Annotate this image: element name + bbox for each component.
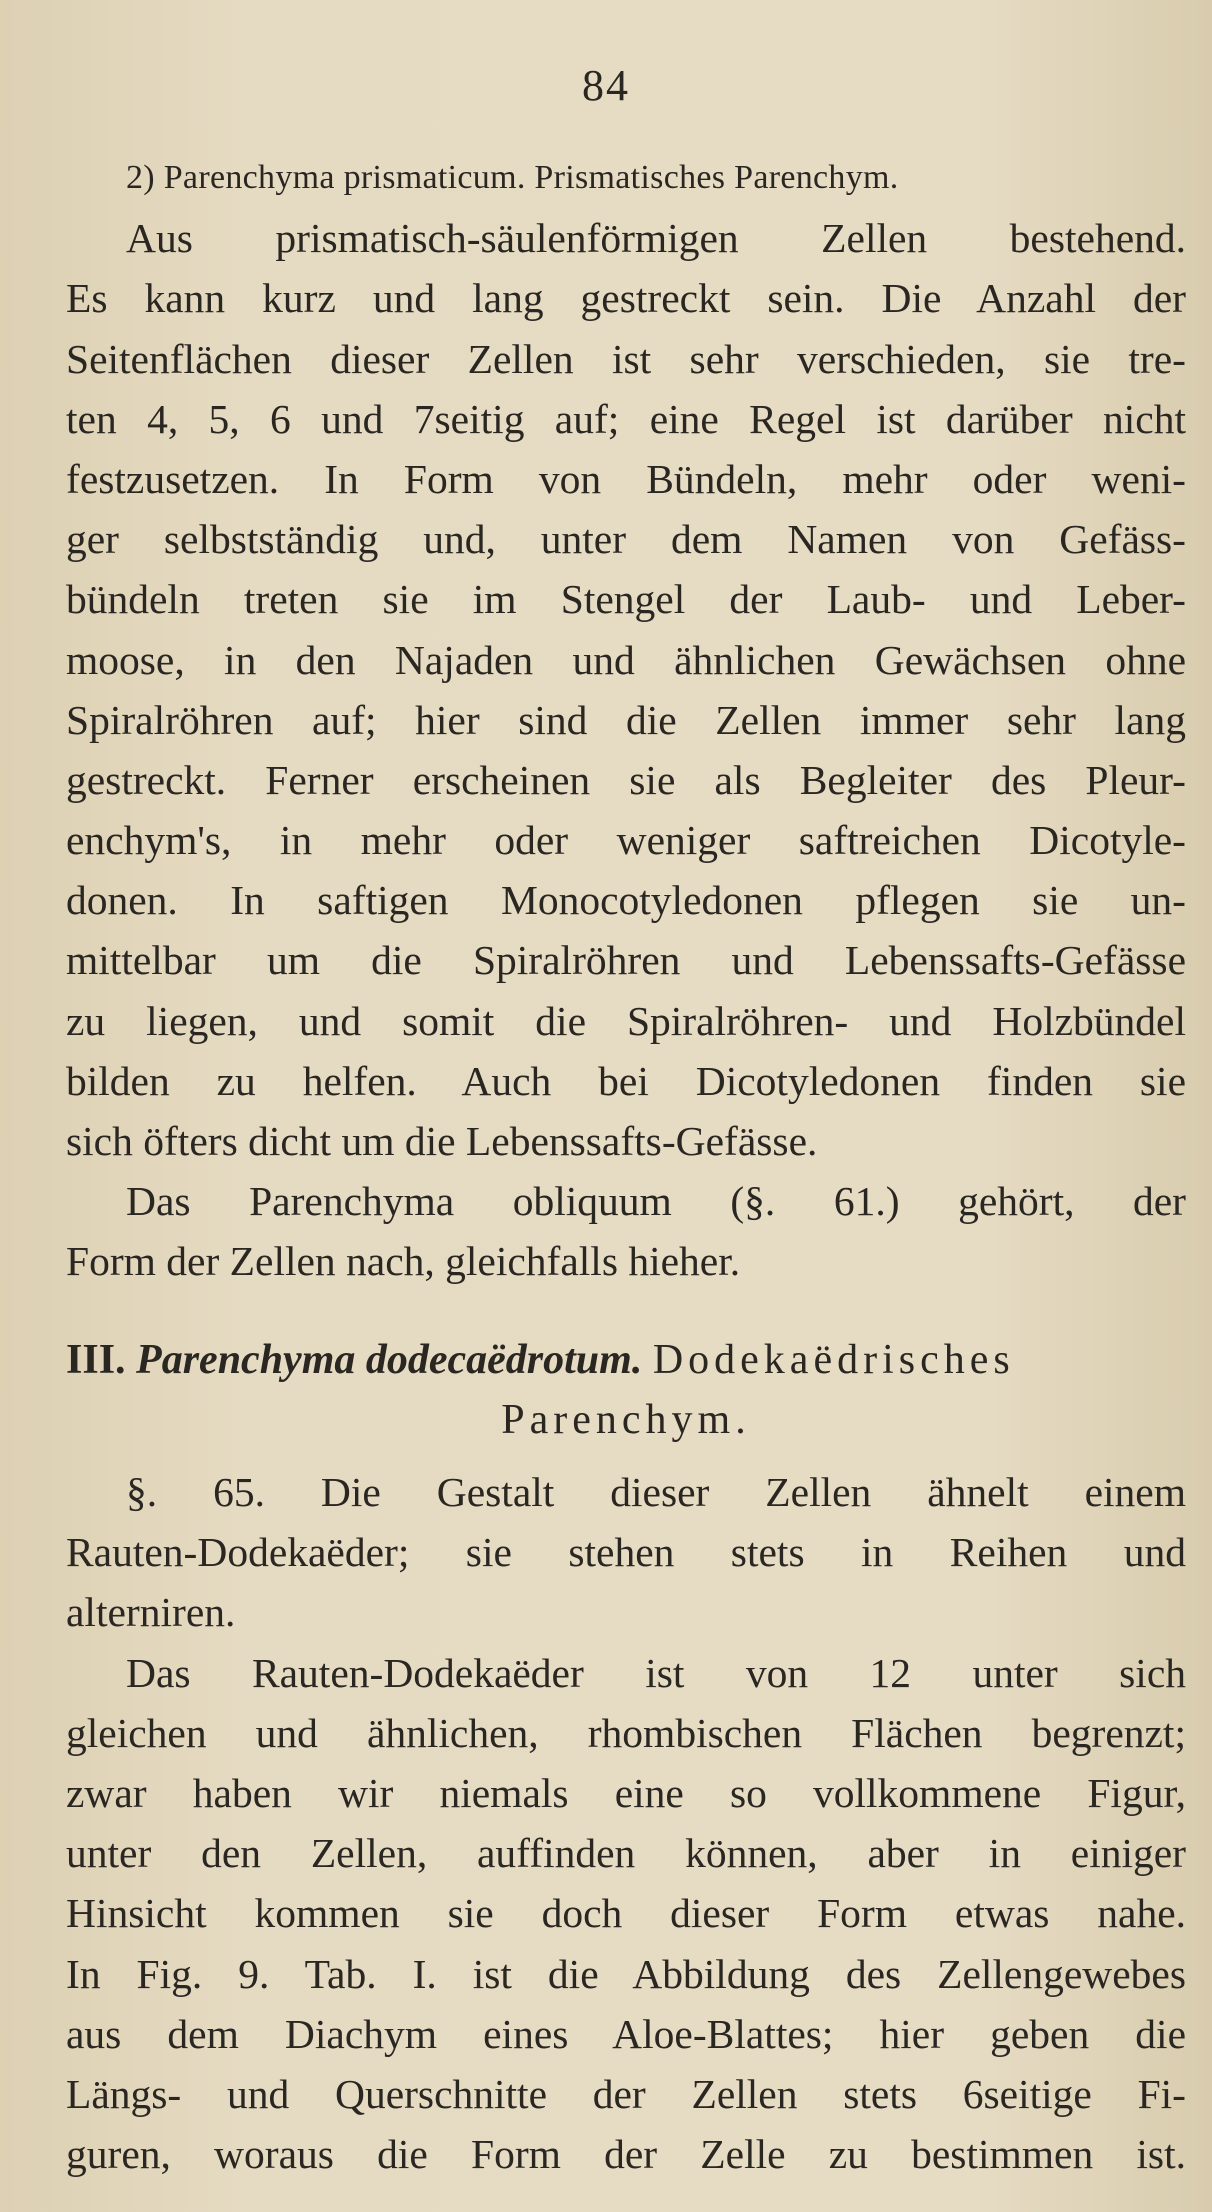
section-dodecahedral-body bbox=[66, 1462, 1186, 2184]
text-line: In Fig. 9. Tab. I. ist die Abbildung des Zellengewebes bbox=[66, 1950, 1186, 1997]
section-heading-dodecahedral bbox=[66, 1330, 1186, 1450]
text-line: unter den Zellen, auffinden können, aber in einiger bbox=[66, 1830, 1186, 1877]
text-line: Aus prismatisch-säulenförmigen Zellen bestehend. bbox=[126, 215, 1186, 262]
page-number: 84 bbox=[582, 61, 630, 110]
text-line: zu liegen, und somit die Spiralröhren- und Holzbündel bbox=[66, 997, 1186, 1044]
text-line: ten 4, 5, 6 und 7seitig auf; eine Regel ist darüber nicht bbox=[66, 395, 1186, 442]
section-prismatic-parenchyma bbox=[66, 148, 1186, 1292]
text-line: §. 65. Die Gestalt dieser Zellen ähnelt einem bbox=[126, 1469, 1186, 1515]
text-line: ger selbstständig und, unter dem Namen von Gefäss- bbox=[66, 516, 1186, 563]
subsection-title: 2) Parenchyma prismaticum. Prismatisches Parenchym. bbox=[126, 159, 899, 196]
text-line: Form der Zellen nach, gleichfalls hieher. bbox=[66, 1238, 741, 1285]
text-line: guren, woraus die Form der Zelle zu bestimmen ist. bbox=[66, 2131, 1186, 2178]
heading-german-name: Dodekaëdrisches bbox=[652, 1337, 1015, 1383]
heading-german-name-continued: Parenchym. bbox=[501, 1397, 751, 1443]
text-line: bündeln treten sie im Stengel der Laub- und Leber- bbox=[66, 576, 1186, 623]
heading-line bbox=[66, 1330, 1186, 1390]
text-line: bilden zu helfen. Auch bei Dicotyledonen finden sie bbox=[66, 1057, 1186, 1104]
text-line: zwar haben wir niemals eine so vollkommene Figur, bbox=[66, 1769, 1186, 1816]
text-line: donen. In saftigen Monocotyledonen pflegen sie un- bbox=[66, 877, 1186, 924]
text-line: Seitenflächen dieser Zellen ist sehr verschieden, sie tre- bbox=[66, 335, 1186, 382]
text-line: moose, in den Najaden und ähnlichen Gewächsen ohne bbox=[66, 636, 1186, 683]
text-line: gestreckt. Ferner erscheinen sie als Begleiter des Pleur- bbox=[66, 756, 1186, 803]
text-line: Längs- und Querschnitte der Zellen stets 6seitige Fi- bbox=[66, 2070, 1186, 2117]
text-line: sich öfters dicht um die Lebenssafts-Gefässe. bbox=[66, 1118, 818, 1164]
text-line: Rauten-Dodekaëder; sie stehen stets in Reihen und bbox=[66, 1529, 1186, 1576]
text-line: festzusetzen. In Form von Bündeln, mehr oder weni- bbox=[66, 455, 1186, 502]
text-line: alterniren. bbox=[66, 1589, 236, 1636]
heading-roman-numeral: III. bbox=[66, 1337, 126, 1383]
text-line: mittelbar um die Spiralröhren und Lebenssafts-Gefässe bbox=[66, 937, 1186, 984]
text-line: enchym's, in mehr oder weniger saftreichen Dicotyle- bbox=[66, 817, 1186, 864]
heading-latin-name: Parenchyma dodecaëdrotum. bbox=[136, 1337, 643, 1383]
text-line: Es kann kurz und lang gestreckt sein. Die Anzahl der bbox=[66, 275, 1186, 322]
text-line: Das Parenchyma obliquum (§. 61.) gehört, der bbox=[126, 1178, 1186, 1225]
text-line: aus dem Diachym eines Aloe-Blattes; hier geben die bbox=[66, 2010, 1186, 2057]
text-line: Hinsicht kommen sie doch dieser Form etwas nahe. bbox=[66, 1890, 1186, 1937]
text-line: Spiralröhren auf; hier sind die Zellen immer sehr lang bbox=[66, 696, 1186, 743]
text-line: Das Rauten-Dodekaëder ist von 12 unter sich bbox=[126, 1649, 1186, 1696]
text-line: gleichen und ähnlichen, rhombischen Flächen begrenzt; bbox=[66, 1709, 1186, 1756]
